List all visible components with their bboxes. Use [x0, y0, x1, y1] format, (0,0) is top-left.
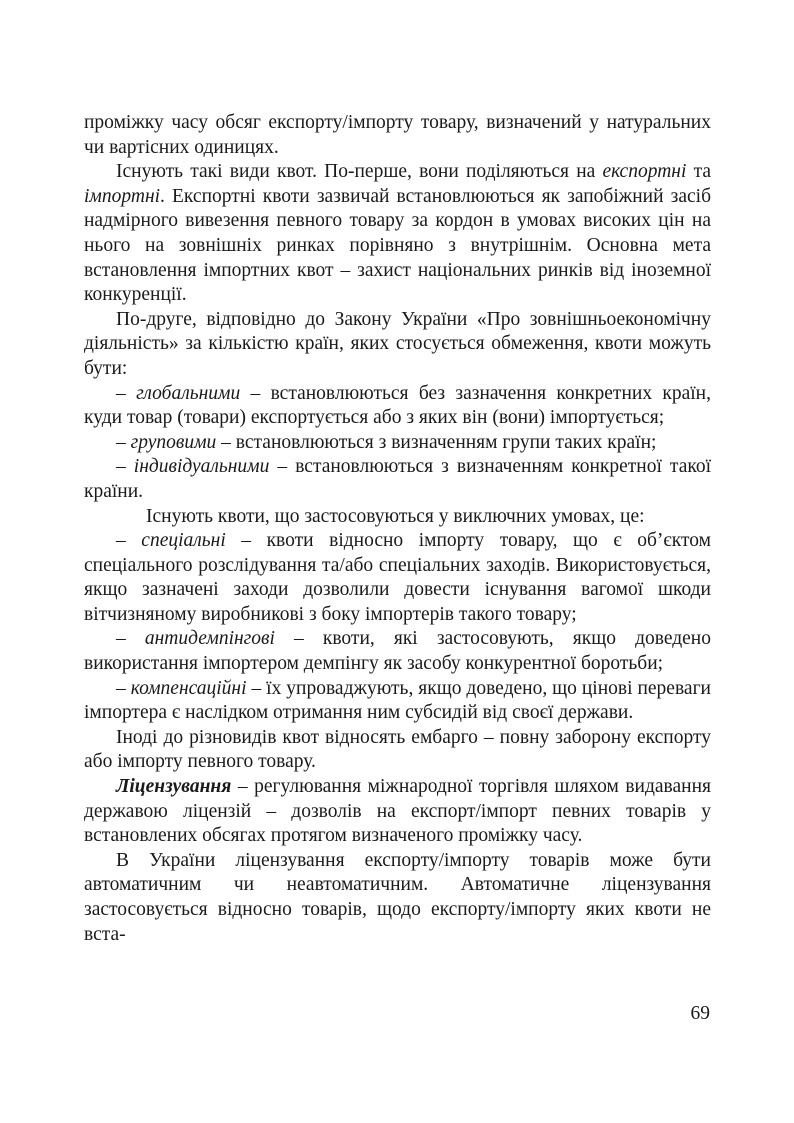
list-dash: –: [116, 431, 131, 453]
list-item-global: [84, 382, 711, 431]
list-item-group: [84, 431, 711, 456]
paragraph-exceptional-quotas: Існують квоти, що застосовуються у виключних умовах, це:: [146, 505, 645, 527]
term-import: імпортні: [84, 185, 161, 207]
list-dash: –: [116, 530, 142, 552]
text-run: – регулювання міжнародної торгівля шляхом видавання державою ліцензій – дозволів на експорт/імпорт певних товарів у встановлених обсягах протягом визначеного проміжку часу.: [84, 776, 711, 847]
paragraph-licensing-definition: [84, 775, 711, 849]
term-individual: індивідуальними: [133, 456, 270, 478]
paragraph-continued: проміжку часу обсяг експорту/імпорту товару, визначений у натуральних чи вартісних одиницях.: [84, 112, 711, 158]
page-body: [84, 111, 711, 947]
text-run: – встановлюються з визначенням групи таких країн;: [216, 431, 657, 453]
list-item-individual: [84, 455, 711, 504]
list-dash: –: [116, 628, 145, 650]
term-global: глобальними: [136, 382, 241, 404]
term-group: груповими: [130, 431, 217, 453]
text-run: . Експортні квоти зазвичай встановлюються як запобіжний засіб надмірного вивезення певного товару за кордон в умовах високих цін на нього на зовнішніх ринках порівняно з внутрішнім. Основна мета встановлення імпортних квот – захист національних ринків від іноземної конкуренції.: [84, 185, 711, 306]
term-licensing: Ліцензування: [116, 776, 232, 798]
text-run: – квоти відносно імпорту товару, що є об’єктом спеціального розслідування та/або спеціальних заходів. Використовується, якщо зазначені заходи дозволили довести існування вагомої шкоди вітчизняному виробникові з боку імпортерів такого товару;: [84, 530, 711, 625]
page-number: 69: [690, 1003, 710, 1024]
list-item-antidumping: [84, 627, 711, 676]
list-dash: –: [116, 456, 134, 478]
list-dash: –: [116, 677, 131, 699]
term-export: експортні: [602, 161, 687, 183]
list-dash: –: [116, 382, 137, 404]
text-run: – встановлюються без зазначення конкретних країн, куди товар (товари) експортується або з яких він (вони) імпортується;: [84, 382, 711, 429]
text-run: Існують такі види квот. По-перше, вони поділяються на: [116, 161, 603, 183]
paragraph-licensing-ukraine: В України ліцензування експорту/імпорту товарів може бути автоматичним чи неавтоматичним. Автоматичне ліцензування застосовується відносно товарів, щодо експорту/імпорту яких квоти не вста-: [84, 849, 711, 945]
text-run: – їх упроваджують, якщо доведено, що цінові переваги імпортера є наслідком отримання ним субсидій від своєї держави.: [84, 677, 711, 724]
paragraph-embargo: Іноді до різновидів квот відносять ембарго – повну заборону експорту або імпорту певного товару.: [84, 726, 711, 773]
list-item-compensatory: [84, 677, 711, 726]
term-compensatory: компенсаційні: [130, 677, 247, 699]
text-run: – встановлюються з визначенням конкретної такої країни.: [84, 456, 712, 502]
list-item-special: [84, 529, 711, 627]
term-special: спеціальні: [141, 530, 226, 552]
text-run: та: [686, 161, 711, 183]
term-antidumping: антидемпінгові: [144, 628, 275, 650]
text-run: – квоти, які застосовують, якщо доведено використання імпортером демпінгу як засобу конкурентної боротьби;: [84, 628, 711, 675]
paragraph-law-reference: По-друге, відповідно до Закону України «Про зовнішньоекономічну діяльність» за кількістю країн, яких стосується обмеження, квоти можуть бути:: [84, 308, 711, 379]
paragraph-quota-types: [84, 160, 711, 308]
